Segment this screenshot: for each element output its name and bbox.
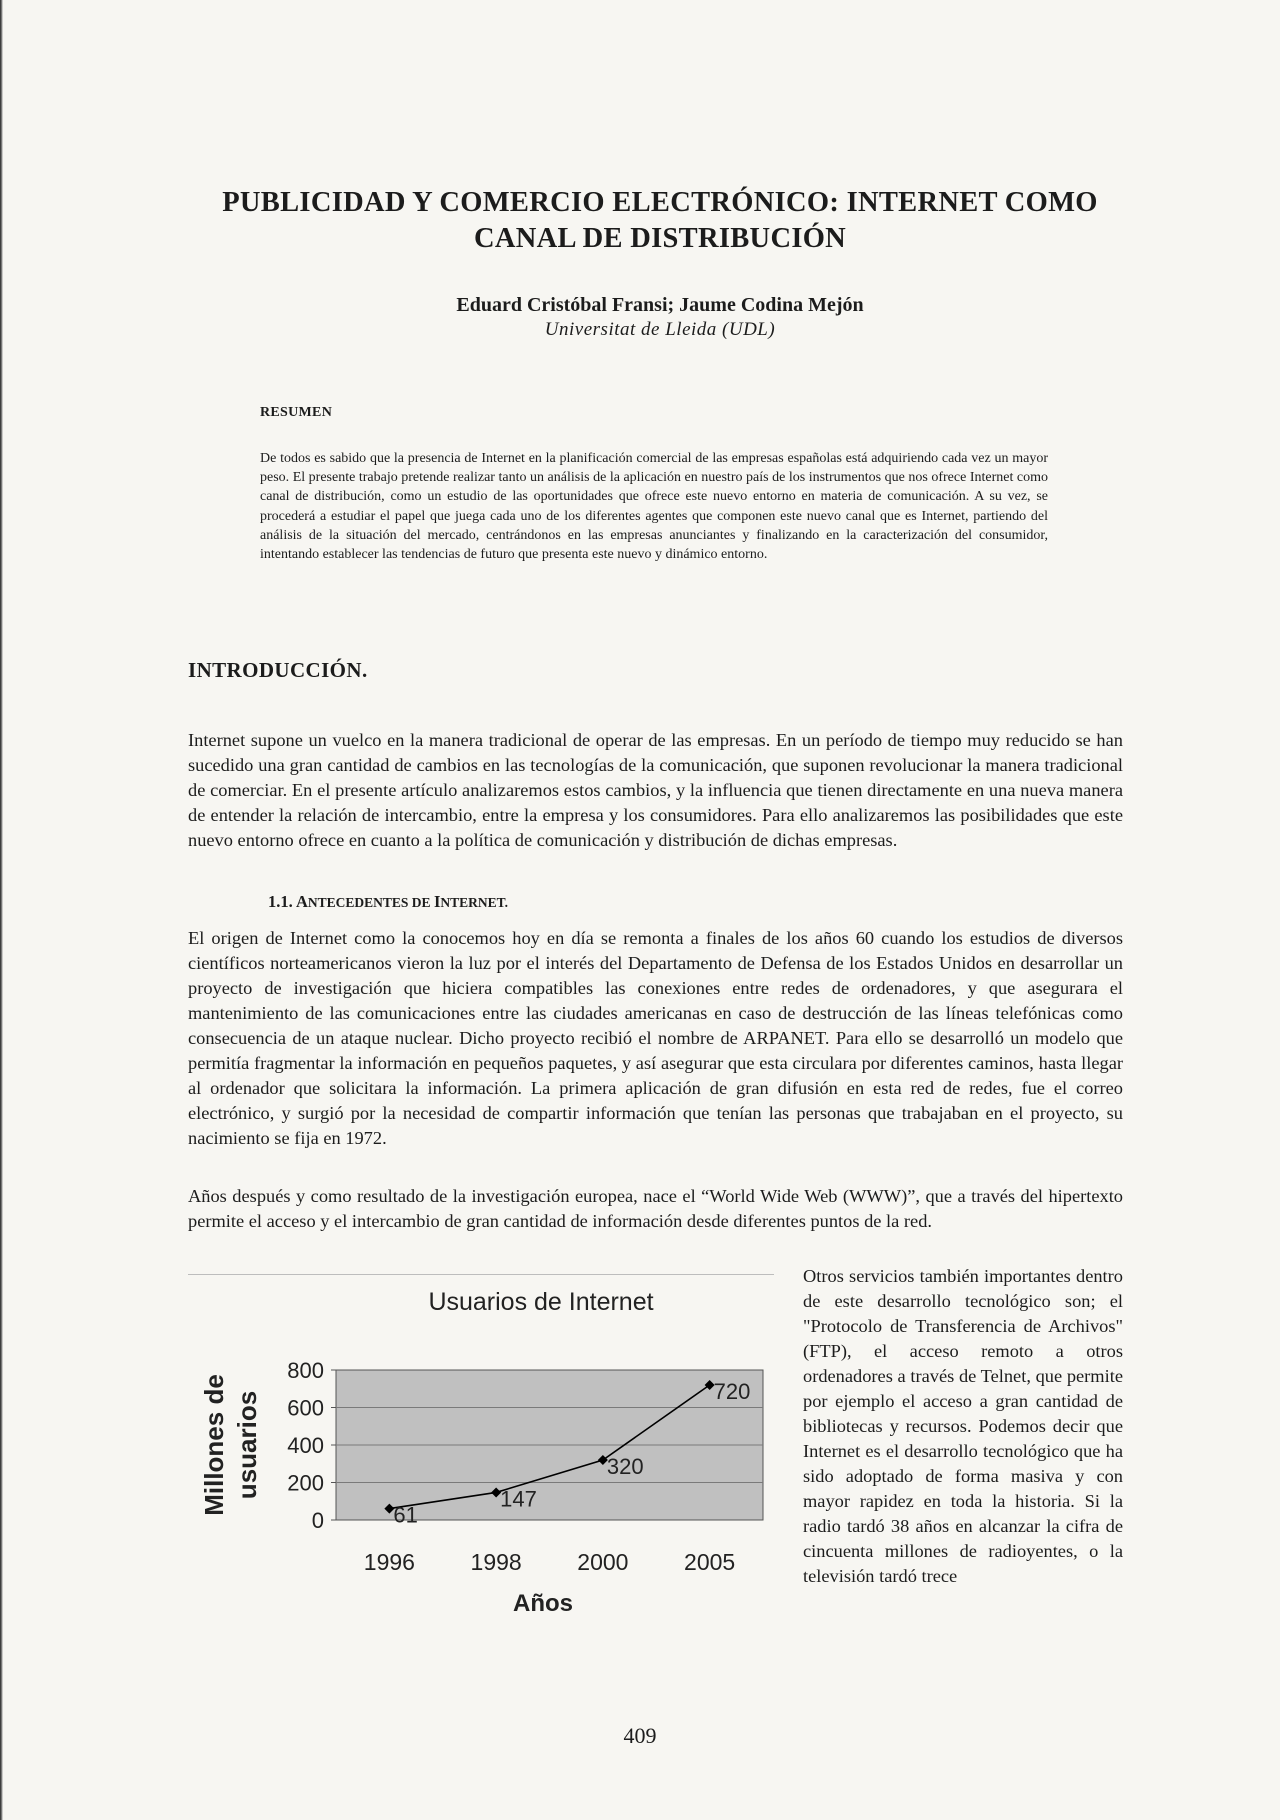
line-chart xyxy=(188,1275,774,1640)
subsection-number: 1.1. xyxy=(268,892,293,911)
side-column-text: Otros servicios también importantes dentro de este desarrollo tecnológico son; el "Protocolo de Transferencia de Archivos" (FTP), el acceso remoto a otros ordenadores a través de Telnet, que permite por ejemplo el acceso a gran cantidad de bibliotecas y recursos. Podemos decir que Internet es el desarrollo tecnológico que ha sido adoptado de forma masiva y con mayor rapidez en toda la historia. Si la radio tardó 38 años en alcanzar la cifra de cincuenta millones de radioyentes, o la televisión tardó trece xyxy=(803,1266,1123,1586)
paper-title-line-2: CANAL DE DISTRIBUCIÓN xyxy=(473,223,847,254)
affiliation: Universitat de Lleida (UDL) xyxy=(544,319,776,340)
section-heading-introduccion: INTRODUCCIÓN. xyxy=(188,658,368,682)
y-tick-label-600: 600 xyxy=(287,1395,324,1421)
abstract-text: De todos es sabido que la presencia de Internet en la planificación comercial de las empresas españolas está adquiriendo cada vez un mayor peso. El presente trabajo pretende realizar tanto un análisis de la aplicación en nuestro país de los instrumentos que nos ofrece Internet como canal de distribución, como un estudio de las oportunidades que ofrece este nuevo entorno en materia de comunicación. A su vez, se procederá a estudiar el papel que juega cada uno de los diferentes agentes que componen este nuevo canal que es Internet, partiendo del análisis de la situación del mercado, centrándonos en las empresas anunciantes y finalizando en la caracterización del consumidor, intentando establecer las tendencias de futuro que presenta este nuevo y dinámico entorno. xyxy=(260,451,1048,563)
x-tick-label-2005: 2005 xyxy=(684,1549,736,1575)
body-paragraph-origen: El origen de Internet como la conocemos hoy en día se remonta a finales de los años 60 cuando los estudios de diversos científicos norteamericanos vieron la luz por el interés del Departamento de Defensa de los Estados Unidos en desarrollar un proyecto de investigación que hiciera compatibles las conexiones entre redes de ordenadores, y que asegurara el mantenimiento de las comunicaciones entre las ciudades americanas en caso de destrucción de las líneas telefónicas como consecuencia de un ataque nuclear. Dicho proyecto recibió el nombre de ARPANET. Para ello se desarrolló un modelo que permitía fragmentar la información en pequeños paquetes, y así asegurar que esta circulara por diferentes caminos, hasta llegar al ordenador que solicitara la información. La primera aplicación de gran difusión en esta red de redes, fue el correo electrónico, y surgió por la necesidad de compartir información que tenían las personas que trabajaban en el proyecto, su nacimiento se fija en 1972. xyxy=(188,928,1123,1148)
x-tick-label-1996: 1996 xyxy=(363,1549,415,1575)
page-number: 409 xyxy=(623,1723,657,1748)
paper-title-line-1: PUBLICIDAD Y COMERCIO ELECTRÓNICO: INTERNET COMO xyxy=(222,187,1098,218)
paper-title xyxy=(180,185,1140,257)
data-label-1996: 61 xyxy=(393,1502,418,1528)
chart-container xyxy=(188,1274,774,1640)
y-tick-labels xyxy=(287,1358,336,1533)
subsection-rest-2: NTERNET. xyxy=(440,895,508,910)
subsection-rest-1: NTECEDENTES DE xyxy=(307,895,434,910)
y-tick-label-200: 200 xyxy=(287,1470,324,1496)
subsection-cap-1: A xyxy=(295,892,308,911)
x-tick-label-1998: 1998 xyxy=(470,1549,522,1575)
subsection-heading xyxy=(268,892,508,912)
y-tick-label-0: 0 xyxy=(311,1508,324,1533)
data-label-2000: 320 xyxy=(606,1454,644,1479)
y-tick-label-800: 800 xyxy=(287,1358,324,1383)
y-axis-label-line-1: Millones de xyxy=(199,1374,229,1516)
authors: Eduard Cristóbal Fransi; Jaume Codina Mejón xyxy=(456,294,864,316)
data-label-2005: 720 xyxy=(713,1379,751,1404)
intro-paragraph: Internet supone un vuelco en la manera tradicional de operar de las empresas. En un período de tiempo muy reducido se han sucedido una gran cantidad de cambios en las tecnologías de la comunicación, que suponen revolucionar la manera tradicional de comerciar. En el presente artículo analizaremos estos cambios, y la influencia que tienen directamente en una nueva manera de entender la relación de intercambio, entre la empresa y los consumidores. Para ello analizaremos las posibilidades que este nuevo entorno ofrece en cuanto a la política de comunicación y distribución de dichas empresas. xyxy=(188,730,1123,850)
y-axis-label-line-2: usuarios xyxy=(232,1390,262,1500)
x-axis-label: Años xyxy=(513,1590,573,1617)
abstract-heading: RESUMEN xyxy=(260,405,333,420)
body-paragraph-www: Años después y como resultado de la investigación europea, nace el “World Wide Web (WWW)”, que a través del hipertexto permite el acceso y el intercambio de gran cantidad de información desde diferentes puntos de la red. xyxy=(188,1186,1123,1231)
data-label-1998: 147 xyxy=(500,1486,537,1512)
chart-title: Usuarios de Internet xyxy=(428,1288,654,1316)
subsection-cap-2: I xyxy=(433,892,441,911)
x-tick-label-2000: 2000 xyxy=(577,1549,629,1575)
y-tick-label-400: 400 xyxy=(287,1433,324,1458)
x-tick-labels xyxy=(364,1549,735,1575)
scan-edge xyxy=(0,0,3,1820)
